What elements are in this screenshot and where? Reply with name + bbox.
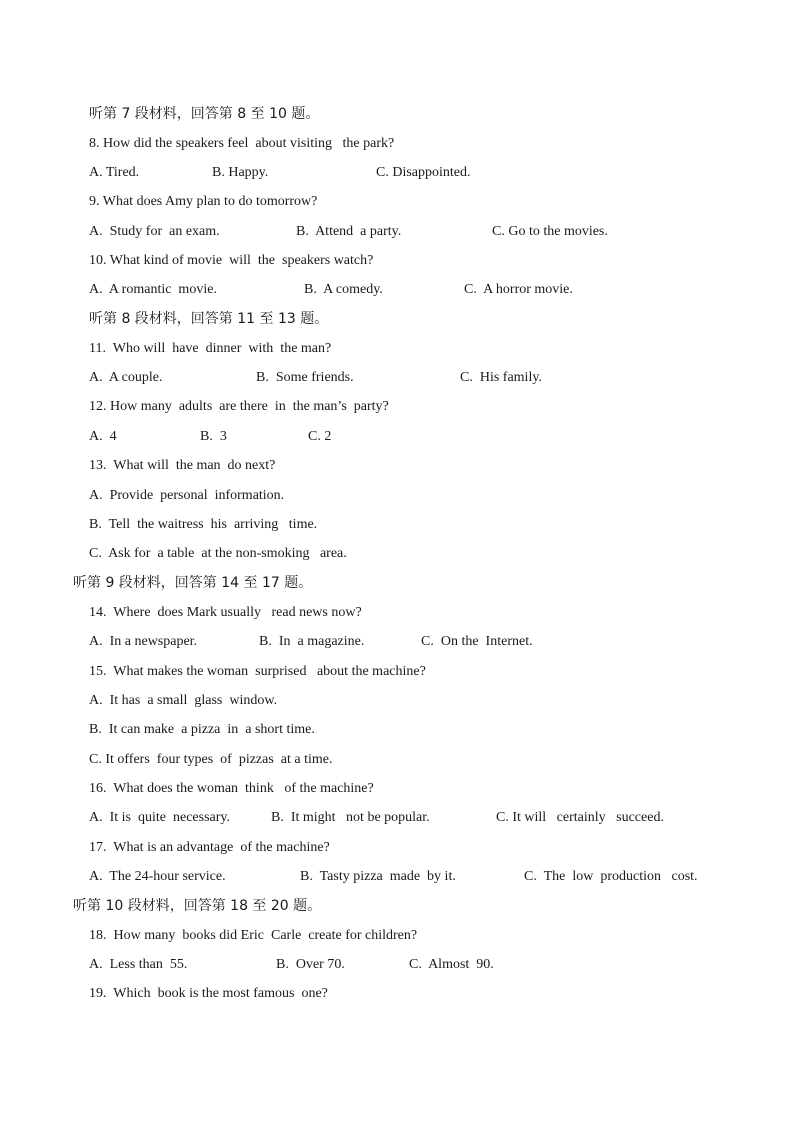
- option-c: C. Disappointed.: [376, 165, 471, 180]
- option-b: B. Tasty pizza made by it.: [300, 869, 456, 884]
- question-16: 16. What does the woman think of the machine?: [89, 781, 374, 796]
- option-b: B. Some friends.: [256, 370, 354, 385]
- option-c: C. A horror movie.: [464, 282, 573, 297]
- question-10: 10. What kind of movie will the speakers watch?: [89, 253, 374, 268]
- option-a: A. A couple.: [89, 370, 163, 385]
- option-a: A. Tired.: [89, 165, 140, 180]
- option-c: C. It offers four types of pizzas at a time.: [89, 752, 333, 767]
- option-a: A. It has a small glass window.: [89, 693, 278, 708]
- option-a: A. Less than 55.: [89, 957, 188, 972]
- question-15: 15. What makes the woman surprised about the machine?: [89, 664, 426, 679]
- question-17: 17. What is an advantage of the machine?: [89, 840, 330, 855]
- option-b: B. It might not be popular.: [271, 810, 430, 825]
- question-8: 8. How did the speakers feel about visiting the park?: [89, 136, 395, 151]
- section-heading: 听第 10 段材料，回答第 18 至 20 题。: [73, 898, 322, 914]
- option-c: C. His family.: [460, 370, 542, 385]
- question-18: 18. How many books did Eric Carle create for children?: [89, 928, 418, 943]
- option-a: A. 4: [89, 429, 117, 444]
- option-b: B. A comedy.: [304, 282, 383, 297]
- option-a: A. The 24-hour service.: [89, 869, 226, 884]
- option-b: B. It can make a pizza in a short time.: [89, 722, 315, 737]
- option-c: C. The low production cost.: [524, 869, 698, 884]
- option-a: A. It is quite necessary.: [89, 810, 230, 825]
- section-heading: 听第 9 段材料，回答第 14 至 17 题。: [73, 575, 313, 591]
- option-b: B. Attend a party.: [296, 224, 402, 239]
- option-c: C. Go to the movies.: [492, 224, 608, 239]
- option-b: B. Happy.: [212, 165, 269, 180]
- section-heading: 听第 8 段材料，回答第 11 至 13 题。: [89, 311, 329, 327]
- option-a: A. Study for an exam.: [89, 224, 220, 239]
- option-a: A. In a newspaper.: [89, 634, 198, 649]
- option-a: A. Provide personal information.: [89, 488, 285, 503]
- option-b: B. 3: [200, 429, 227, 444]
- option-c: C. 2: [308, 429, 332, 444]
- option-a: A. A romantic movie.: [89, 282, 217, 297]
- question-12: 12. How many adults are there in the man’s party?: [89, 399, 389, 414]
- section-heading: 听第 7 段材料，回答第 8 至 10 题。: [89, 106, 320, 122]
- option-c: C. Ask for a table at the non-smoking area.: [89, 546, 347, 561]
- question-14: 14. Where does Mark usually read news now?: [89, 605, 362, 620]
- question-13: 13. What will the man do next?: [89, 458, 276, 473]
- question-19: 19. Which book is the most famous one?: [89, 986, 328, 1001]
- question-11: 11. Who will have dinner with the man?: [89, 341, 332, 356]
- option-c: C. It will certainly succeed.: [496, 810, 664, 825]
- option-c: C. On the Internet.: [421, 634, 533, 649]
- option-b: B. Over 70.: [276, 957, 345, 972]
- option-b: B. In a magazine.: [259, 634, 365, 649]
- question-9: 9. What does Amy plan to do tomorrow?: [89, 194, 318, 209]
- option-c: C. Almost 90.: [409, 957, 494, 972]
- option-b: B. Tell the waitress his arriving time.: [89, 517, 318, 532]
